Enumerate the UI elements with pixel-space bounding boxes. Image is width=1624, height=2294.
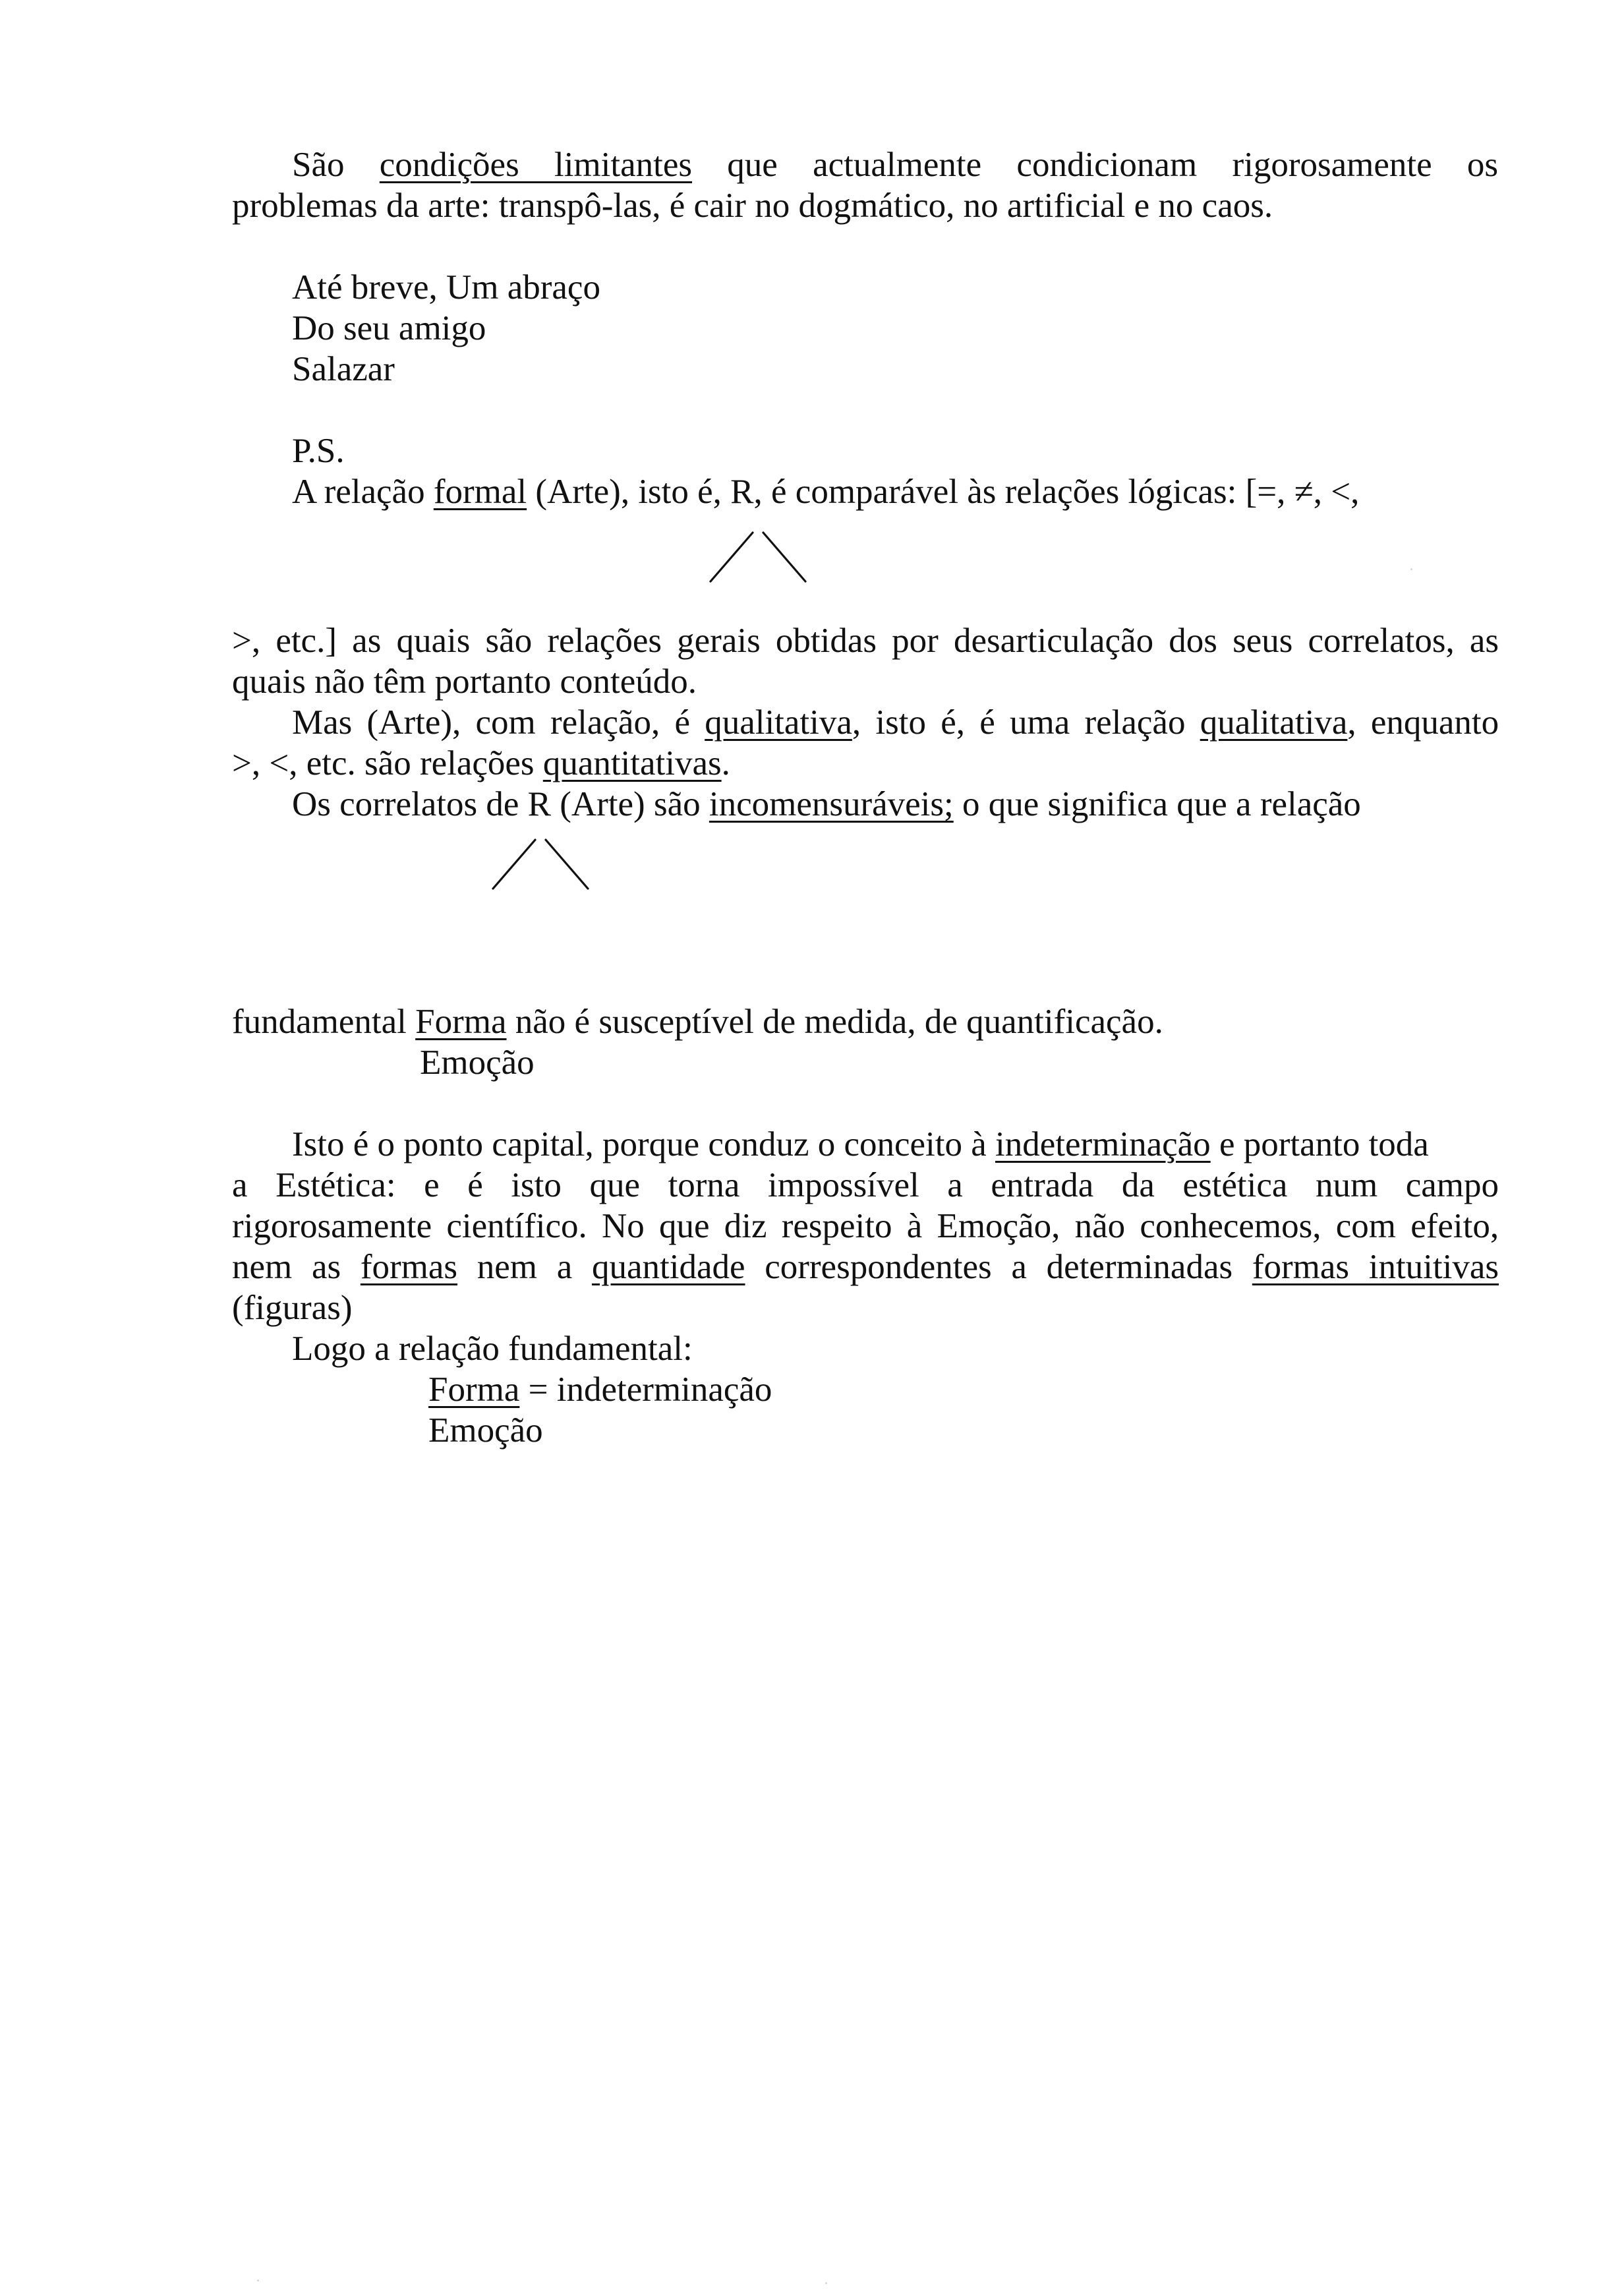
text: rigorosamente xyxy=(1232,146,1432,184)
text: dos xyxy=(1169,622,1217,660)
text: é xyxy=(979,703,995,742)
text: São xyxy=(292,146,345,184)
text: as xyxy=(311,1248,341,1286)
text: fundamental xyxy=(232,1003,416,1041)
text: à xyxy=(906,1207,923,1245)
text: Mas xyxy=(292,703,353,742)
text: é, xyxy=(941,703,965,742)
text: quais xyxy=(396,622,471,660)
text: a xyxy=(1011,1248,1027,1286)
text: Os correlatos de R (Arte) são xyxy=(292,785,709,823)
closing-line-1: Até breve, Um abraço xyxy=(292,268,600,307)
text: torna xyxy=(668,1166,740,1204)
underlined-text: formas xyxy=(360,1248,458,1286)
text: que xyxy=(589,1166,640,1204)
postscript-line-2 xyxy=(232,620,1499,662)
text: condicionam xyxy=(1016,146,1198,184)
text: o que significa que a relação xyxy=(953,785,1361,823)
text: que xyxy=(727,146,778,184)
text: , xyxy=(1347,703,1356,742)
text: , xyxy=(852,703,861,742)
paragraph-3-line-5: (figuras) xyxy=(232,1289,353,1327)
text: Isto é o ponto capital, porque conduz o conceito à xyxy=(292,1125,996,1163)
text: Emoção, xyxy=(937,1207,1060,1245)
underlined-text: indeterminação xyxy=(995,1125,1211,1163)
text: efeito, xyxy=(1410,1207,1499,1245)
text: seus xyxy=(1232,622,1293,660)
text: . xyxy=(721,744,730,782)
text: e portanto toda xyxy=(1210,1125,1429,1163)
text: entrada xyxy=(991,1166,1094,1204)
text: não xyxy=(1074,1207,1126,1245)
text: não é susceptível de medida, de quantificação. xyxy=(506,1003,1163,1041)
underlined-text: quantidade xyxy=(591,1248,745,1286)
text: (Arte), xyxy=(366,703,461,742)
text: Estética: xyxy=(276,1166,396,1204)
text: impossível xyxy=(768,1166,919,1204)
branch-left-line xyxy=(710,533,753,581)
postscript-line-1 xyxy=(292,471,1359,513)
paragraph-3-line-6: Logo a relação fundamental: xyxy=(292,1330,693,1368)
paragraph-3-line-3 xyxy=(232,1205,1499,1247)
text: é xyxy=(674,703,690,742)
branch-right-line xyxy=(546,840,588,889)
closing-line-2: Do seu amigo xyxy=(292,309,486,347)
text: com xyxy=(475,703,536,742)
postscript-line-3: quais não têm portanto conteúdo. xyxy=(232,662,697,701)
postscript-line-5 xyxy=(232,742,730,784)
text: respeito xyxy=(781,1207,892,1245)
text: obtidas xyxy=(775,622,877,660)
text: são xyxy=(485,622,533,660)
text: as xyxy=(1469,622,1499,660)
scan-speck xyxy=(1410,568,1412,570)
paragraph-1-line-1 xyxy=(292,144,1498,186)
underlined-text: quantitativas xyxy=(542,744,722,782)
text: a xyxy=(556,1248,573,1286)
text: científico. xyxy=(446,1207,587,1245)
text: num xyxy=(1315,1166,1378,1204)
text: enquanto xyxy=(1370,703,1499,742)
text: isto xyxy=(875,703,926,742)
postscript-label: P.S. xyxy=(292,432,345,470)
text: correspondentes xyxy=(765,1248,992,1286)
postscript-line-8: Emoção xyxy=(420,1044,535,1082)
postscript-line-6 xyxy=(292,783,1361,825)
text: rigorosamente xyxy=(232,1207,432,1245)
text: da xyxy=(1121,1166,1155,1204)
paragraph-3-line-2 xyxy=(232,1164,1499,1206)
text: >, <, etc. são relações xyxy=(232,744,543,782)
text: (Arte), isto é, R, é comparável às relações lógicas: [=, ≠, <, xyxy=(527,473,1360,511)
text: relação xyxy=(1084,703,1186,742)
text: a xyxy=(232,1166,248,1204)
underlined-word-group xyxy=(705,703,861,742)
underlined-text: qualitativa xyxy=(1200,703,1348,742)
correlates-branch-diagram xyxy=(481,835,600,900)
branch-left-line xyxy=(493,840,535,889)
paragraph-3-line-4 xyxy=(232,1246,1499,1288)
underlined-text: formal xyxy=(433,473,527,511)
postscript-line-7 xyxy=(232,1001,1163,1043)
underlined-text: Forma xyxy=(415,1003,507,1041)
text: uma xyxy=(1009,703,1070,742)
text: que xyxy=(658,1207,710,1245)
underlined-word-group xyxy=(1200,703,1356,742)
underlined-text: Forma xyxy=(428,1370,520,1409)
text: A relação xyxy=(292,473,434,511)
branch-right-line xyxy=(763,533,805,581)
text: isto xyxy=(511,1166,562,1204)
signature-name: Salazar xyxy=(292,350,395,388)
text: conhecemos, xyxy=(1140,1207,1321,1245)
underlined-text: incomensuráveis; xyxy=(709,785,954,823)
text: estética xyxy=(1182,1166,1288,1204)
paragraph-1-line-2: problemas da arte: transpô-las, é cair no dogmático, no artificial e no caos. xyxy=(232,187,1273,225)
text: etc.] xyxy=(276,622,337,660)
text: com xyxy=(1335,1207,1396,1245)
text: relações xyxy=(547,622,662,660)
text: relação, xyxy=(550,703,660,742)
formula-denominator: Emoção xyxy=(428,1411,543,1450)
text: No xyxy=(601,1207,645,1245)
text: campo xyxy=(1405,1166,1499,1204)
text: por xyxy=(892,622,939,660)
text: diz xyxy=(724,1207,767,1245)
text: nem xyxy=(232,1248,293,1286)
scan-speck xyxy=(825,2282,827,2284)
text: as xyxy=(352,622,382,660)
text: actualmente xyxy=(813,146,982,184)
text: é xyxy=(467,1166,483,1204)
text: determinadas xyxy=(1046,1248,1233,1286)
text: correlatos, xyxy=(1308,622,1455,660)
text: >, xyxy=(232,622,261,660)
text: e xyxy=(424,1166,440,1204)
text: os xyxy=(1466,146,1499,184)
text: gerais xyxy=(677,622,761,660)
relation-branch-diagram xyxy=(699,527,817,593)
text: a xyxy=(947,1166,963,1204)
underlined-text: qualitativa xyxy=(705,703,852,742)
text: nem xyxy=(477,1248,537,1286)
formula-numerator xyxy=(428,1368,772,1411)
underlined-text: condições limitantes xyxy=(379,146,693,184)
text: desarticulação xyxy=(954,622,1154,660)
paragraph-3-line-1 xyxy=(292,1123,1429,1165)
postscript-line-4 xyxy=(292,701,1499,744)
scan-speck xyxy=(257,2279,259,2281)
text: = indeterminação xyxy=(519,1370,772,1409)
underlined-text: formas intuitivas xyxy=(1252,1248,1499,1286)
